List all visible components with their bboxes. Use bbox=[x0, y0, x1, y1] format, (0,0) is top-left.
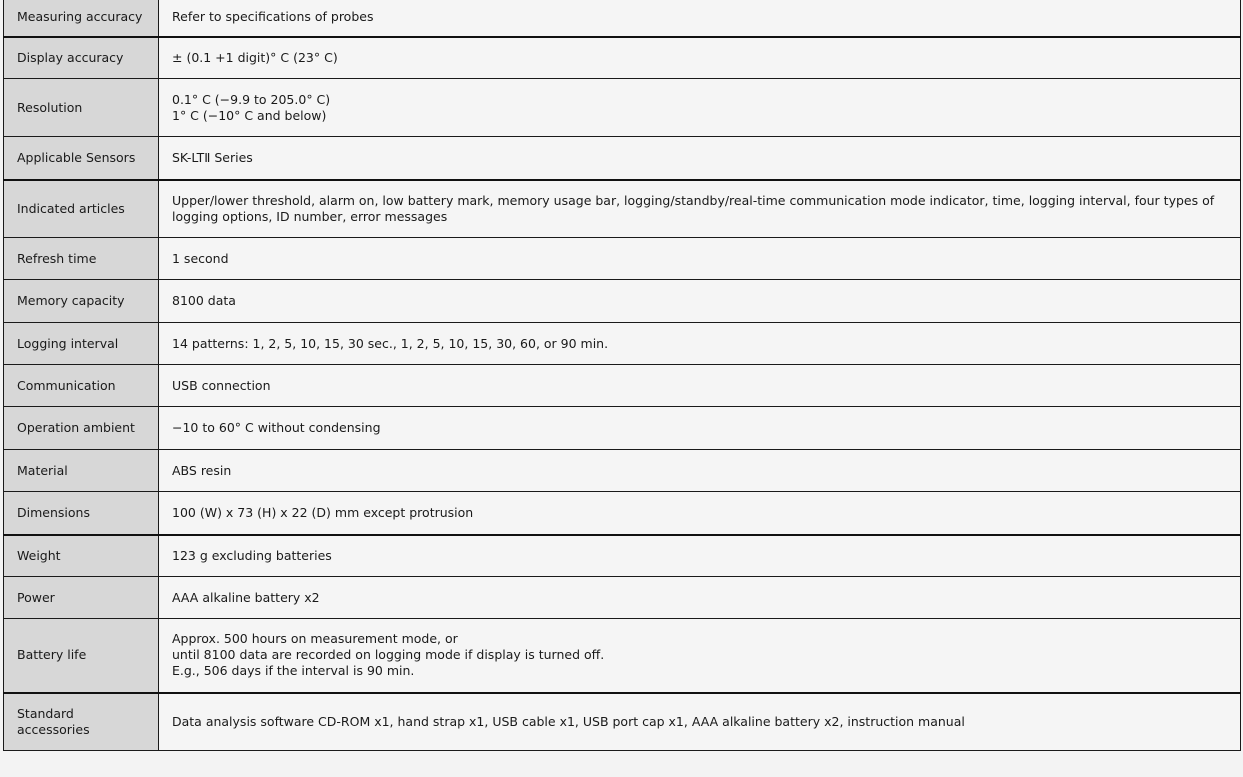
spec-value-line: until 8100 data are recorded on logging mode if display is turned off. bbox=[172, 647, 605, 663]
spec-label: Memory capacity bbox=[4, 280, 159, 323]
spec-row bbox=[4, 535, 1241, 577]
spec-value bbox=[159, 619, 1241, 693]
spec-row bbox=[4, 492, 1241, 535]
spec-value bbox=[159, 37, 1241, 79]
spec-row bbox=[4, 37, 1241, 79]
spec-value bbox=[159, 693, 1241, 751]
spec-value bbox=[159, 323, 1241, 365]
spec-value bbox=[159, 280, 1241, 323]
specifications-table-body bbox=[4, 0, 1241, 751]
spec-label: Measuring accuracy bbox=[4, 0, 159, 37]
spec-row bbox=[4, 79, 1241, 137]
spec-row bbox=[4, 450, 1241, 492]
spec-value bbox=[159, 407, 1241, 450]
spec-label: Material bbox=[4, 450, 159, 492]
spec-value-line: ± (0.1 +1 digit)° C (23° C) bbox=[172, 49, 338, 65]
spec-label: Standard accessories bbox=[4, 693, 159, 751]
spec-row bbox=[4, 137, 1241, 180]
spec-value-line: Refer to specifications of probes bbox=[172, 9, 374, 25]
spec-value-line: 8100 data bbox=[172, 293, 236, 308]
spec-value-line: E.g., 506 days if the interval is 90 min. bbox=[172, 663, 415, 679]
spec-value-line: AAA alkaline battery x2 bbox=[172, 589, 320, 605]
spec-label: Applicable Sensors bbox=[4, 137, 159, 180]
spec-row bbox=[4, 238, 1241, 280]
spec-label: Dimensions bbox=[4, 492, 159, 535]
spec-value bbox=[159, 577, 1241, 619]
spec-label: Refresh time bbox=[4, 238, 159, 280]
spec-row bbox=[4, 693, 1241, 751]
spec-label: Logging interval bbox=[4, 323, 159, 365]
spec-label: Communication bbox=[4, 365, 159, 407]
spec-value bbox=[159, 180, 1241, 238]
spec-value bbox=[159, 137, 1241, 180]
spec-value-line: 1° C (−10° C and below) bbox=[172, 107, 327, 123]
specifications-table bbox=[3, 0, 1241, 751]
spec-value bbox=[159, 79, 1241, 137]
spec-label: Battery life bbox=[4, 619, 159, 693]
spec-value-line: USB connection bbox=[172, 377, 271, 393]
spec-value-line: 0.1° C (−9.9 to 205.0° C) bbox=[172, 91, 331, 107]
spec-row bbox=[4, 407, 1241, 450]
spec-value-line: 100 (W) x 73 (H) x 22 (D) mm except protrusion bbox=[172, 504, 474, 520]
spec-label: Display accuracy bbox=[4, 37, 159, 79]
spec-row bbox=[4, 577, 1241, 619]
spec-value-line: 123 g excluding batteries bbox=[172, 547, 332, 563]
spec-value-line: Approx. 500 hours on measurement mode, or bbox=[172, 631, 458, 647]
spec-value-line: SK-LTⅡ Series bbox=[172, 149, 253, 165]
spec-row bbox=[4, 180, 1241, 238]
spec-value-line: ABS resin bbox=[172, 462, 232, 478]
spec-row bbox=[4, 0, 1241, 37]
spec-label: Indicated articles bbox=[4, 180, 159, 238]
spec-value-line: Upper/lower threshold, alarm on, low battery mark, memory usage bar, logging/standby/real-time communication mode indicator, time, logging interval, four types of logging options, ID number, error messages bbox=[172, 192, 1215, 224]
spec-value-line: 14 patterns: 1, 2, 5, 10, 15, 30 sec., 1, 2, 5, 10, 15, 30, 60, or 90 min. bbox=[172, 335, 609, 351]
spec-label: Operation ambient bbox=[4, 407, 159, 450]
spec-label: Power bbox=[4, 577, 159, 619]
spec-label: Resolution bbox=[4, 79, 159, 137]
spec-value bbox=[159, 238, 1241, 280]
spec-value-line: −10 to 60° C without condensing bbox=[172, 420, 381, 435]
spec-row bbox=[4, 619, 1241, 693]
spec-value bbox=[159, 535, 1241, 577]
spec-value-line: Data analysis software CD-ROM x1, hand strap x1, USB cable x1, USB port cap x1, AAA alkaline battery x2, instruction manual bbox=[172, 713, 965, 729]
spec-row bbox=[4, 323, 1241, 365]
spec-row bbox=[4, 365, 1241, 407]
spec-value bbox=[159, 450, 1241, 492]
spec-value bbox=[159, 365, 1241, 407]
spec-value bbox=[159, 0, 1241, 37]
spec-row bbox=[4, 280, 1241, 323]
spec-value bbox=[159, 492, 1241, 535]
spec-value-line: 1 second bbox=[172, 250, 229, 266]
spec-label: Weight bbox=[4, 535, 159, 577]
